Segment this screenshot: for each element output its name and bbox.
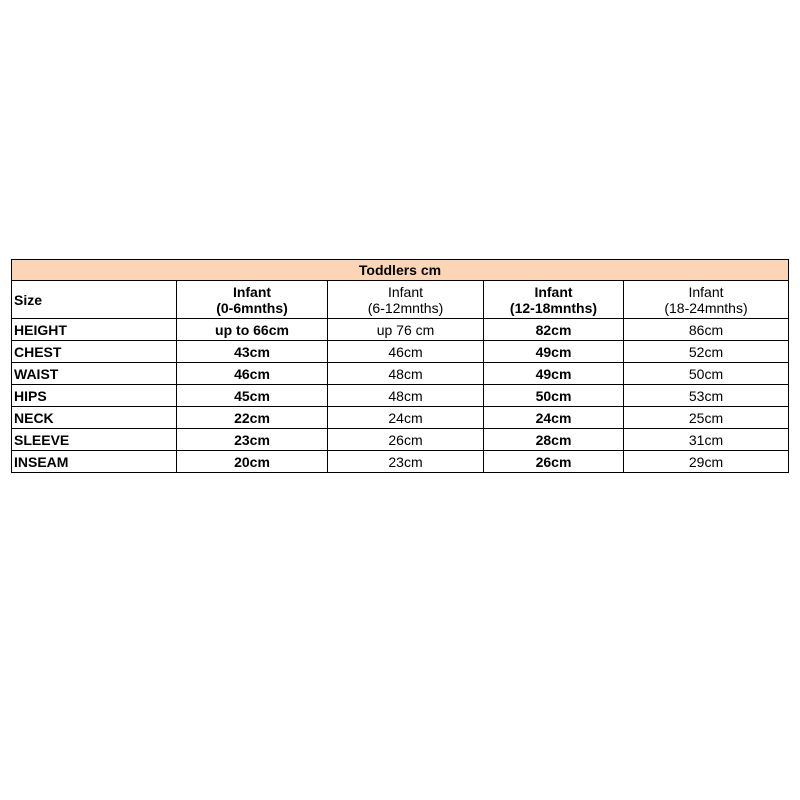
table-row (12, 341, 789, 363)
table-cell: 29cm (624, 451, 789, 473)
size-chart-table (11, 259, 789, 473)
row-label: CHEST (12, 341, 177, 363)
table-cell: 20cm (177, 451, 328, 473)
row-label: NECK (12, 407, 177, 429)
title-row (12, 260, 789, 281)
table-row (12, 363, 789, 385)
table-cell: 46cm (177, 363, 328, 385)
table-row (12, 385, 789, 407)
header-row (12, 281, 789, 319)
column-header-6-12 (328, 281, 484, 319)
row-label: HEIGHT (12, 319, 177, 341)
table-cell: 50cm (484, 385, 624, 407)
table-cell: 82cm (484, 319, 624, 341)
table-cell: 24cm (328, 407, 484, 429)
table-cell: 86cm (624, 319, 789, 341)
table-cell: 50cm (624, 363, 789, 385)
table-row (12, 429, 789, 451)
column-header-line1: Infant (387, 283, 424, 300)
table-cell: 45cm (177, 385, 328, 407)
size-header: Size (12, 281, 177, 319)
column-header-18-24 (624, 281, 789, 319)
table-cell: 48cm (328, 363, 484, 385)
column-header-line1: Infant (534, 283, 573, 300)
table-cell: 46cm (328, 341, 484, 363)
row-label: INSEAM (12, 451, 177, 473)
table-cell: 23cm (177, 429, 328, 451)
column-header-0-6 (177, 281, 328, 319)
table-cell: 43cm (177, 341, 328, 363)
table-cell: 31cm (624, 429, 789, 451)
table-title: Toddlers cm (12, 260, 789, 281)
table-cell: 26cm (328, 429, 484, 451)
table-cell: 49cm (484, 341, 624, 363)
table-cell: 49cm (484, 363, 624, 385)
column-header-12-18 (484, 281, 624, 319)
table-cell: up to 66cm (177, 319, 328, 341)
table-row (12, 407, 789, 429)
column-header-line2: (0-6mnths) (216, 299, 288, 316)
table-cell: 28cm (484, 429, 624, 451)
column-header-line2: (6-12mnths) (367, 299, 444, 316)
table-row (12, 451, 789, 473)
column-header-line2: (18-24mnths) (664, 299, 748, 316)
table-cell: 23cm (328, 451, 484, 473)
column-header-line1: Infant (688, 283, 724, 300)
table-row (12, 319, 789, 341)
column-header-line1: Infant (232, 283, 272, 300)
table-cell: up 76 cm (328, 319, 484, 341)
row-label: WAIST (12, 363, 177, 385)
table-cell: 26cm (484, 451, 624, 473)
table-cell: 22cm (177, 407, 328, 429)
table-cell: 52cm (624, 341, 789, 363)
table-cell: 53cm (624, 385, 789, 407)
row-label: SLEEVE (12, 429, 177, 451)
table-cell: 24cm (484, 407, 624, 429)
table-cell: 25cm (624, 407, 789, 429)
row-label: HIPS (12, 385, 177, 407)
table-cell: 48cm (328, 385, 484, 407)
column-header-line2: (12-18mnths) (509, 299, 598, 316)
